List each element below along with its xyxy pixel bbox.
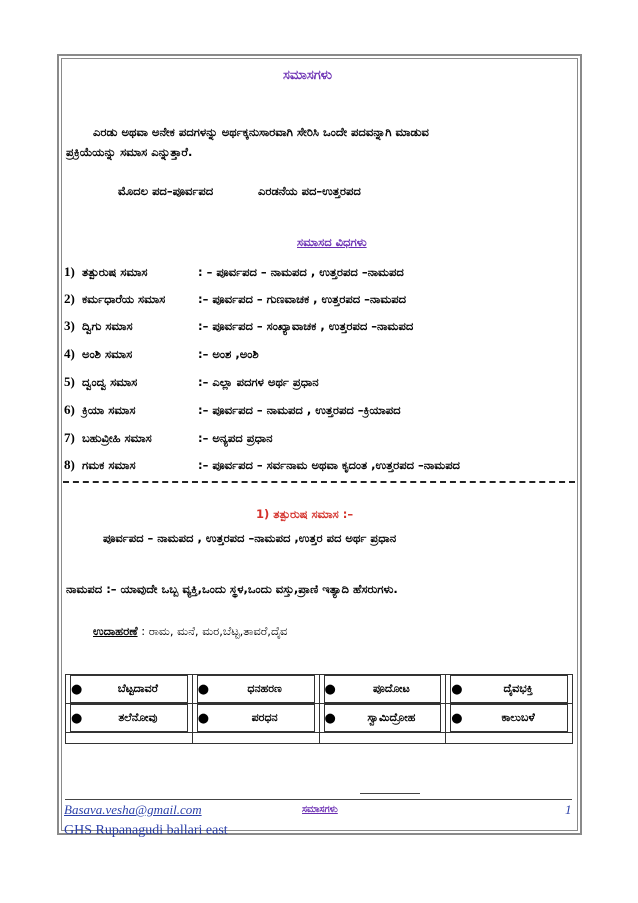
- bullet-icon: ●: [451, 681, 463, 697]
- example-word: ಸ್ವಾಮಿದ್ರೋಹ: [367, 711, 416, 724]
- examples-line: [93, 624, 287, 639]
- type-description: : – ಪೂರ್ವಪದ – ನಾಮಪದ , ಉತ್ತರಪದ –ನಾಮಪದ: [198, 265, 404, 279]
- footer-separator: [360, 793, 420, 794]
- example-word: ಬೆಟ್ಟದಾವರೆ: [117, 682, 158, 695]
- cell-box: [450, 704, 568, 732]
- bullet-icon: ●: [451, 710, 463, 726]
- intro-line-1: ಎರಡು ಅಥವಾ ಅನೇಕ ಪದಗಳನ್ನು ಅರ್ಥಕ್ಕನುಸಾರವಾಗಿ ಸೇರಿಸಿ ಒಂದೇ ಪದವನ್ನಾಗಿ ಮಾಡುವ: [93, 125, 429, 139]
- type-description: :– ಅಂಶ ,ಅಂಶಿ: [198, 347, 259, 361]
- examples-text: : ರಾಮ, ಮನೆ, ಮರ,ಬೆಟ್ಟ,ತಾವರೆ,ದೈವ: [141, 624, 288, 638]
- type-number: 8): [64, 457, 75, 472]
- type-number: 6): [64, 402, 75, 417]
- type-name: ಅಂಶಿ ಸಮಾಸ: [82, 347, 133, 361]
- type-item: [64, 291, 406, 307]
- second-word-label: ಎರಡನೆಯ ಪದ–ಉತ್ತರಪದ: [258, 184, 361, 198]
- bullet-icon: ●: [197, 710, 210, 726]
- type-name: ದ್ವಿಗು ಸಮಾಸ: [82, 319, 133, 333]
- noun-definition: ನಾಮಪದ :– ಯಾವುದೇ ಒಬ್ಬ ವ್ಯಕ್ತಿ,ಒಂದು ಸ್ಥಳ,ಒಂದು ವಸ್ತು,ಪ್ರಾಣಿ ಇತ್ಯಾದಿ ಹೆಸರುಗಳು.: [66, 582, 398, 596]
- type-item: [64, 318, 413, 334]
- type-description: :– ಪೂರ್ವಪದ – ಸಂಖ್ಯಾವಾಚಕ , ಉತ್ತರಪದ –ನಾಮಪದ: [198, 319, 414, 333]
- table-cell: [66, 704, 193, 733]
- table-cell-empty: [192, 733, 319, 744]
- type-number: 5): [64, 374, 75, 389]
- cell-box: [197, 675, 315, 703]
- table-cell: [446, 675, 573, 704]
- page-number: 1: [565, 802, 572, 817]
- type-description: :– ಪೂರ್ವಪದ – ನಾಮಪದ , ಉತ್ತರಪದ –ಕ್ರಿಯಾಪದ: [198, 403, 401, 417]
- type-item: [64, 430, 272, 446]
- type-description: :– ಪೂರ್ವಪದ – ಗುಣವಾಚಕ , ಉತ್ತರಪದ –ನಾಮಪದ: [198, 292, 407, 306]
- page-title: ಸಮಾಸಗಳು: [283, 68, 332, 83]
- type-item: [64, 374, 319, 390]
- type-item: [64, 402, 401, 418]
- table-row: [66, 704, 573, 733]
- bullet-icon: ●: [324, 710, 336, 726]
- table-row-empty: [66, 733, 573, 744]
- type-description: :– ಎಲ್ಲಾ ಪದಗಳ ಅರ್ಥ ಪ್ರಧಾನ: [198, 375, 319, 389]
- table-cell: [66, 675, 193, 704]
- type-number: 2): [64, 291, 75, 306]
- type-number: 4): [64, 346, 75, 361]
- cell-box: [70, 675, 188, 703]
- dashed-divider: [63, 481, 575, 483]
- type-number: 1): [64, 264, 75, 279]
- table-cell-empty: [446, 733, 573, 744]
- cell-box: [324, 675, 442, 703]
- example-word: ಪೂದೋಟ: [372, 682, 410, 695]
- bullet-icon: ●: [324, 681, 336, 697]
- first-word-label: ಮೊದಲ ಪದ–ಪೂರ್ವಪದ: [118, 184, 214, 198]
- type-name: ದ್ವಂದ್ವ ಸಮಾಸ: [82, 375, 138, 389]
- cell-box: [197, 704, 315, 732]
- type-item: [64, 457, 460, 473]
- cell-box: [450, 675, 568, 703]
- footer-email[interactable]: Basava.vesha@gmail.com: [64, 802, 202, 817]
- table-cell: [319, 704, 446, 733]
- example-word: ಧನಹರಣ: [247, 682, 282, 695]
- type-item: [64, 264, 404, 280]
- table-cell-empty: [319, 733, 446, 744]
- type-description: :– ಅನ್ಯಪದ ಪ್ರಧಾನ: [198, 431, 273, 445]
- example-word: ಕಾಲುಬಳೆ: [501, 711, 535, 724]
- type-number: 7): [64, 430, 75, 445]
- bullet-icon: ●: [197, 681, 210, 697]
- type-item: [64, 346, 259, 362]
- type-name: ತತ್ಪುರುಷ ಸಮಾಸ: [82, 265, 148, 279]
- type-number: 3): [64, 318, 75, 333]
- type-name: ಕ್ರಿಯಾ ಸಮಾಸ: [82, 403, 136, 417]
- footer-school: GHS Rupanagudi ballari east: [64, 823, 228, 838]
- example-word: ತಲೆನೋವು: [118, 711, 158, 724]
- type-name: ಬಹುವ್ರೀಹಿ ಸಮಾಸ: [82, 431, 152, 445]
- type-description: :– ಪೂರ್ವಪದ – ಸರ್ವನಾಮ ಅಥವಾ ಕೃದಂತ ,ಉತ್ತರಪದ –ನಾಮಪದ: [198, 458, 460, 472]
- table-cell: [319, 675, 446, 704]
- table-cell: [446, 704, 573, 733]
- section1-heading: 1) ತತ್ಪುರುಷ ಸಮಾಸ :–: [256, 507, 354, 521]
- table-row: [66, 675, 573, 704]
- table-cell: [192, 675, 319, 704]
- bullet-icon: ●: [71, 681, 83, 697]
- footer-rule: [65, 799, 572, 800]
- cell-box: [324, 704, 442, 732]
- types-heading: ಸಮಾಸದ ವಿಧಗಳು: [297, 235, 367, 249]
- bullet-icon: ●: [71, 710, 83, 726]
- example-word: ಪರಧನ: [251, 711, 278, 724]
- example-word: ದೈವಭಕ್ತಿ: [503, 682, 533, 695]
- type-name: ಕರ್ಮಧಾರೆಯ ಸಮಾಸ: [82, 292, 166, 306]
- cell-box: [70, 704, 188, 732]
- footer-title: ಸಮಾಸಗಳು: [302, 804, 338, 815]
- type-name: ಗಮಕ ಸಮಾಸ: [82, 458, 136, 472]
- section1-rule: ಪೂರ್ವಪದ – ನಾಮಪದ , ಉತ್ತರಪದ –ನಾಮಪದ ,ಉತ್ತರ ಪದ ಅರ್ಥ ಪ್ರಧಾನ: [103, 531, 397, 545]
- table-cell-empty: [66, 733, 193, 744]
- table-cell: [192, 704, 319, 733]
- examples-table: [65, 674, 573, 744]
- intro-line-2: ಪ್ರಕ್ರಿಯೆಯನ್ನು ಸಮಾಸ ಎನ್ನುತ್ತಾರೆ.: [66, 145, 193, 159]
- examples-label: ಉದಾಹರಣೆ: [93, 624, 138, 638]
